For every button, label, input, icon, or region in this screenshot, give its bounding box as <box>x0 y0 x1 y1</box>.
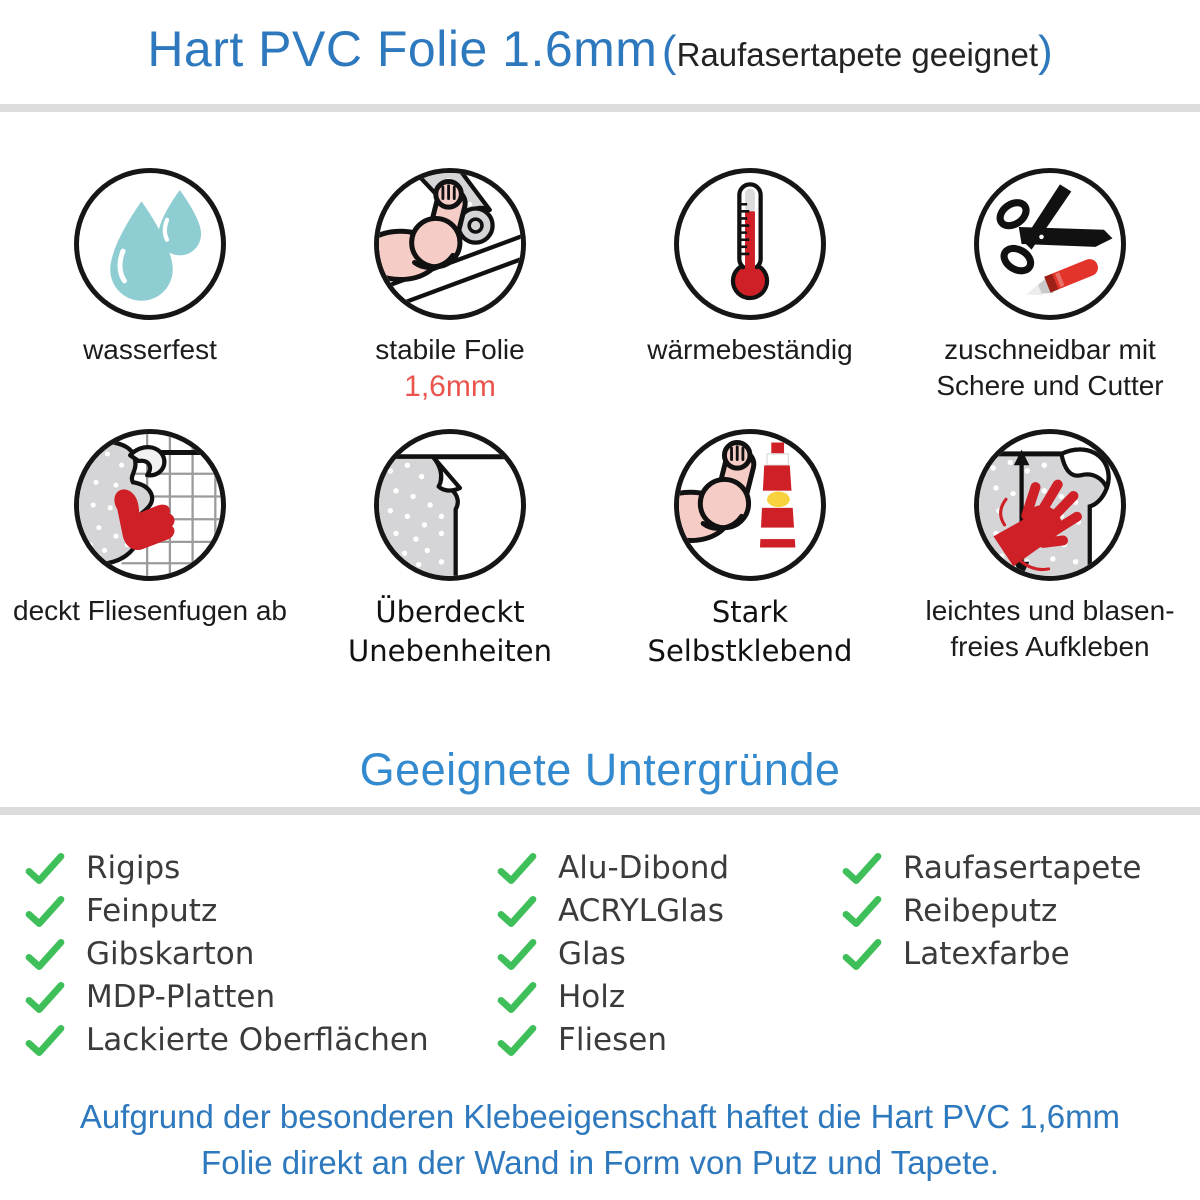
title-paren-open: ( <box>661 27 677 76</box>
surface-label: ACRYLGlas <box>558 893 724 929</box>
footer-note <box>0 1094 1200 1186</box>
feature-label: wärmebeständig <box>647 334 853 365</box>
surfaces-column-2 <box>497 850 729 1065</box>
feature-stabile-folie <box>300 168 600 405</box>
surface-item <box>25 1022 429 1058</box>
surface-label: Raufasertapete <box>903 850 1142 886</box>
feature-label: stabile Folie <box>375 334 525 365</box>
check-icon <box>842 939 882 970</box>
check-icon <box>25 982 65 1013</box>
feature-label: Stark <box>711 595 789 629</box>
feature-selbstklebend <box>600 429 900 670</box>
feature-waermebestaendig <box>600 168 900 367</box>
title-paren-close: ) <box>1038 27 1053 76</box>
hand-smoothing-foil-arrow-icon <box>974 429 1126 581</box>
check-icon <box>25 939 65 970</box>
check-icon <box>25 1025 65 1056</box>
footer-line-1: Aufgrund der besonderen Klebeeigenschaft haftet die Hart PVC 1,6mm <box>79 1098 1121 1135</box>
surface-label: Fliesen <box>558 1022 667 1058</box>
page-title <box>0 20 1200 78</box>
check-icon <box>497 982 537 1013</box>
surface-item <box>842 893 1142 929</box>
feature-label: leichtes und blasen- <box>925 595 1175 626</box>
surface-label: Gibskarton <box>86 936 255 972</box>
feature-label-line2: freies Aufkleben <box>950 631 1150 662</box>
feature-label-line2: Selbstklebend <box>647 634 853 668</box>
feature-wasserfest <box>0 168 300 367</box>
feature-unebenheiten <box>300 429 600 670</box>
feature-aufkleben <box>900 429 1200 664</box>
surface-item <box>25 893 429 929</box>
muscle-arm-glue-tube-icon <box>674 429 826 581</box>
surface-item <box>25 936 429 972</box>
check-icon <box>497 1025 537 1056</box>
feature-fliesenfugen <box>0 429 300 628</box>
check-icon <box>497 853 537 884</box>
surface-item <box>497 850 729 886</box>
surface-label: Latexfarbe <box>903 936 1070 972</box>
check-icon <box>842 853 882 884</box>
surface-label: Alu-Dibond <box>558 850 730 886</box>
surface-item <box>497 1022 729 1058</box>
check-icon <box>842 896 882 927</box>
feature-label: Überdeckt <box>375 595 525 629</box>
scissors-and-cutter-icon <box>974 168 1126 320</box>
feature-label: zuschneidbar mit <box>944 334 1156 365</box>
thermometer-icon <box>674 168 826 320</box>
surface-label: MDP-Platten <box>86 979 276 1015</box>
surface-label: Lackierte Oberflächen <box>86 1022 429 1058</box>
surface-item <box>497 979 729 1015</box>
tile-grid-foil-thumb-up-icon <box>74 429 226 581</box>
feature-sublabel-thickness: 1,6mm <box>404 370 496 403</box>
divider-bar-middle <box>0 807 1200 815</box>
surface-label: Holz <box>558 979 626 1015</box>
surface-item <box>497 936 729 972</box>
feature-zuschneidbar <box>900 168 1200 403</box>
divider-bar-top <box>0 104 1200 112</box>
footer-line-2: Folie direkt an der Wand in Form von Putz und Tapete. <box>201 1144 999 1181</box>
surface-label: Reibeputz <box>903 893 1058 929</box>
feature-label-line2: Schere und Cutter <box>936 370 1164 401</box>
check-icon <box>25 853 65 884</box>
feature-label: wasserfest <box>83 334 217 365</box>
check-icon <box>25 896 65 927</box>
surface-label: Glas <box>558 936 626 972</box>
section-heading-untergruende: Geeignete Untergründe <box>359 744 841 795</box>
surface-item <box>25 979 429 1015</box>
feature-label-line2: Unebenheiten <box>348 634 552 668</box>
surface-label: Feinputz <box>86 893 218 929</box>
surface-item <box>842 936 1142 972</box>
surface-item <box>25 850 429 886</box>
check-icon <box>497 939 537 970</box>
dotted-foil-folded-corner-icon <box>374 429 526 581</box>
title-main: Hart PVC Folie 1.6mm <box>147 21 658 77</box>
feature-label: deckt Fliesenfugen ab <box>13 595 287 626</box>
muscle-arm-foil-roll-icon <box>374 168 526 320</box>
surface-label: Rigips <box>86 850 181 886</box>
surface-item <box>497 893 729 929</box>
water-drops-icon <box>74 168 226 320</box>
check-icon <box>497 896 537 927</box>
surfaces-column-3 <box>842 850 1142 979</box>
surface-item <box>842 850 1142 886</box>
title-subtext: Raufasertapete geeignet <box>676 36 1038 73</box>
surfaces-column-1 <box>25 850 429 1065</box>
